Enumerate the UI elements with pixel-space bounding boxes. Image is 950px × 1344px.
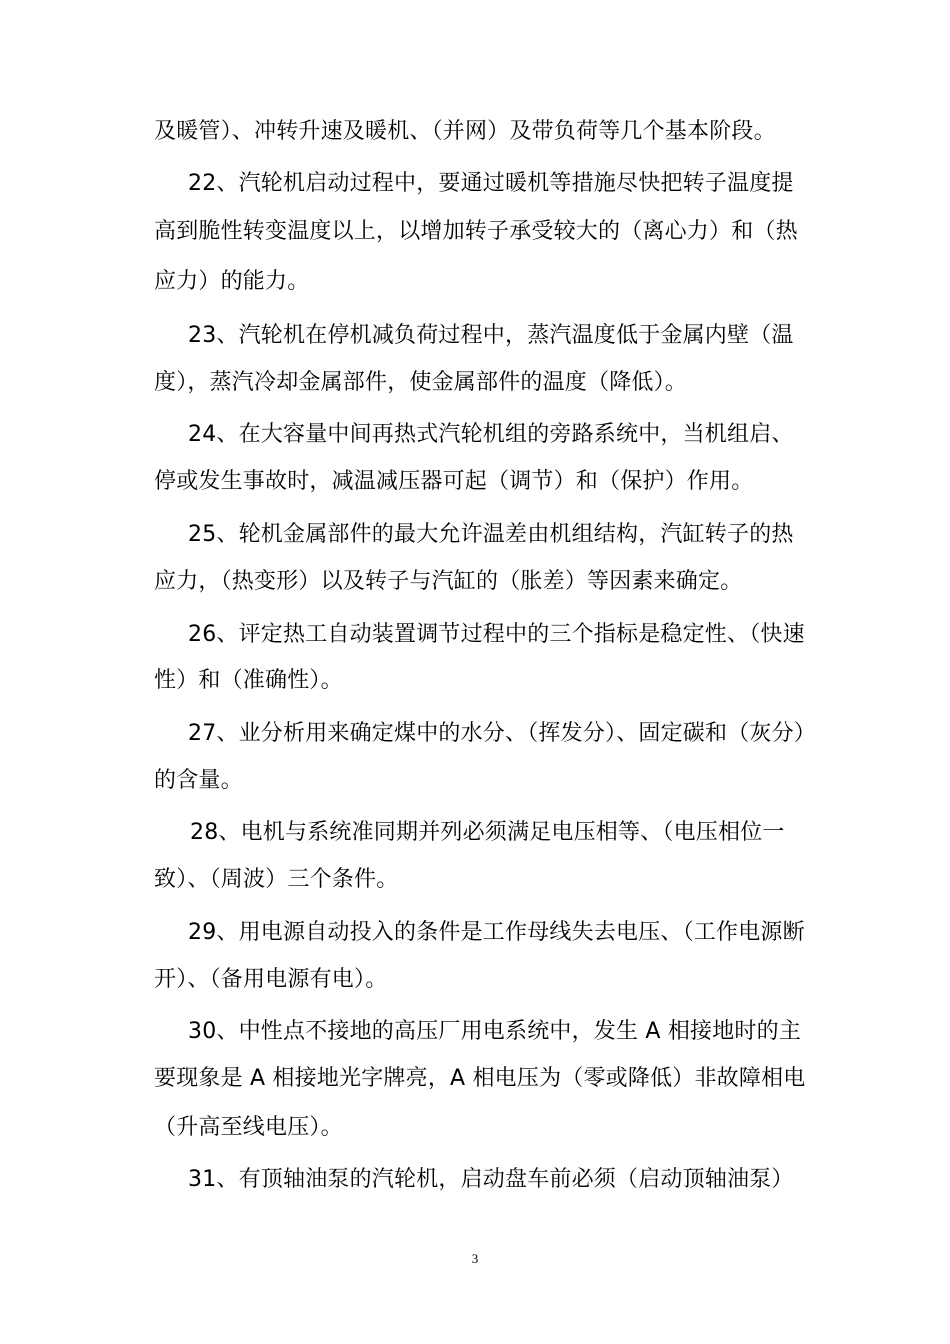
text-line-17: 29、用电源自动投入的条件是工作母线失去电压、（工作电源断 xyxy=(188,920,805,945)
text-line-7: 24、在大容量中间再热式汽轮机组的旁路系统中，当机组启、 xyxy=(188,422,794,447)
text-line-9: 25、轮机金属部件的最大允许温差由机组结构，汽缸转子的热 xyxy=(188,522,794,547)
text-line-21: （升高至线电压）。 xyxy=(154,1115,343,1140)
text-line-22: 31、有顶轴油泵的汽轮机，启动盘车前必须（启动顶轴油泵） xyxy=(188,1167,794,1192)
text-line-18: 开）、（备用电源有电）。 xyxy=(154,967,388,992)
text-line-14: 的含量。 xyxy=(154,768,243,793)
text-line-10: 应力，（热变形）以及转子与汽缸的（胀差）等因素来确定。 xyxy=(154,569,743,594)
text-line-15: 28、电机与系统准同期并列必须满足电压相等、（电压相位一 xyxy=(190,820,785,845)
page-number: 3 xyxy=(471,1251,479,1266)
text-line-8: 停或发生事故时，减温减压器可起（调节）和（保护）作用。 xyxy=(154,469,754,494)
text-line-6: 度），蒸汽冷却金属部件，使金属部件的温度（降低）。 xyxy=(154,370,688,395)
text-line-12: 性）和（准确性）。 xyxy=(154,668,343,693)
text-line-1: 及暖管）、冲转升速及暖机、（并网）及带负荷等几个基本阶段。 xyxy=(154,119,776,144)
text-line-4: 应力）的能力。 xyxy=(154,269,310,294)
text-line-16: 致）、（周波）三个条件。 xyxy=(154,867,399,892)
text-line-3: 高到脆性转变温度以上，以增加转子承受较大的（离心力）和（热 xyxy=(154,219,798,244)
text-line-11: 26、评定热工自动装置调节过程中的三个指标是稳定性、（快速 xyxy=(188,622,805,647)
text-line-20: 要现象是 A 相接地光字牌亮，A 相电压为（零或降低）非故障相电 xyxy=(154,1066,806,1091)
text-line-2: 22、汽轮机启动过程中，要通过暖机等措施尽快把转子温度提 xyxy=(188,171,794,196)
text-line-5: 23、汽轮机在停机减负荷过程中，蒸汽温度低于金属内壁（温 xyxy=(188,323,794,348)
text-line-13: 27、业分析用来确定煤中的水分、（挥发分）、固定碳和（灰分） xyxy=(188,721,816,746)
text-line-19: 30、中性点不接地的高压厂用电系统中，发生 A 相接地时的主 xyxy=(188,1019,802,1044)
